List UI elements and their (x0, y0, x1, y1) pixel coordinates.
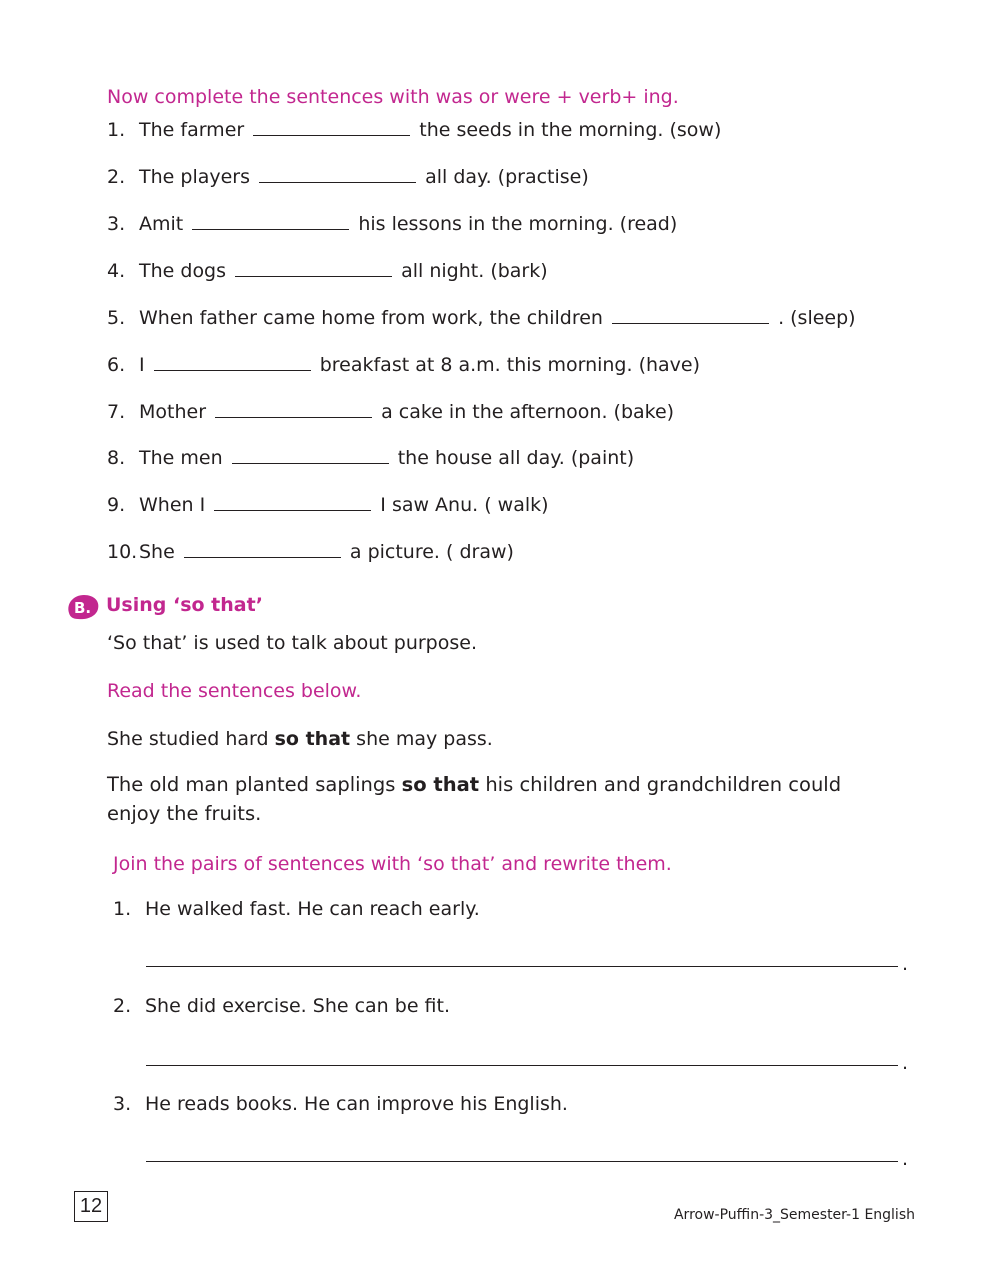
join-item-number: 3. (113, 1093, 132, 1115)
example-sentence-2 (107, 773, 841, 796)
fill-in-item (107, 401, 674, 423)
page-number: 12 (74, 1191, 108, 1222)
item-text-after: a picture. ( draw) (349, 541, 514, 563)
fill-in-item (107, 354, 700, 376)
item-text-before: I (139, 354, 145, 376)
example-sentence-2-cont: enjoy the fruits. (107, 802, 262, 825)
item-text-before: She (139, 541, 175, 563)
join-item-text: He reads books. He can improve his English. (145, 1093, 568, 1115)
answer-blank[interactable] (259, 167, 416, 183)
item-text-before: Mother (139, 401, 207, 423)
section-a-instruction: Now complete the sentences with was or were + verb+ ing. (107, 86, 679, 108)
section-b-badge-label: B. (74, 599, 92, 617)
item-number: 8. (107, 447, 126, 469)
item-number: 1. (107, 119, 126, 141)
item-text-before: When father came home from work, the children (139, 307, 603, 329)
section-b-heading: Using ‘so that’ (106, 594, 263, 616)
item-text-before: The players (139, 166, 251, 188)
item-text-after: the seeds in the morning. (sow) (419, 119, 722, 141)
join-instruction: Join the pairs of sentences with ‘so that’ and rewrite them. (113, 853, 672, 875)
item-number: 9. (107, 494, 126, 516)
item-number: 5. (107, 307, 126, 329)
section-b-intro: ‘So that’ is used to talk about purpose. (107, 632, 477, 654)
fill-in-item (107, 260, 548, 282)
answer-blank[interactable] (612, 308, 769, 324)
answer-period-3: . (902, 1148, 909, 1170)
answer-blank[interactable] (235, 261, 392, 277)
fill-in-item (107, 119, 721, 141)
join-item-number: 2. (113, 995, 132, 1017)
join-item-text: She did exercise. She can be fit. (145, 995, 451, 1017)
answer-line-3[interactable] (146, 1161, 898, 1162)
section-b-badge-icon (66, 593, 100, 621)
item-text-after: a cake in the afternoon. (bake) (381, 401, 675, 423)
join-item-text: He walked fast. He can reach early. (145, 898, 480, 920)
join-item-1 (113, 898, 480, 920)
item-text-before: The dogs (139, 260, 227, 282)
item-number: 3. (107, 213, 126, 235)
answer-blank[interactable] (253, 120, 410, 136)
answer-blank[interactable] (192, 214, 349, 230)
example-sentence-1 (107, 728, 493, 750)
item-text-after: all day. (practise) (425, 166, 589, 188)
example-2-keyword: so that (401, 773, 480, 796)
item-text-after: all night. (bark) (401, 260, 548, 282)
example-2-end: his children and grandchildren could (479, 773, 842, 796)
read-instruction: Read the sentences below. (107, 680, 362, 702)
answer-blank[interactable] (184, 542, 341, 558)
example-1-end: she may pass. (350, 728, 493, 750)
fill-in-item (107, 307, 856, 329)
item-text-before: Amit (139, 213, 184, 235)
item-number: 6. (107, 354, 126, 376)
item-text-after: the house all day. (paint) (397, 447, 635, 469)
item-text-after: breakfast at 8 a.m. this morning. (have) (319, 354, 701, 376)
item-number: 7. (107, 401, 126, 423)
answer-blank[interactable] (214, 495, 371, 511)
fill-in-item (107, 494, 549, 516)
fill-in-item (107, 447, 634, 469)
answer-line-1[interactable] (146, 966, 898, 967)
item-text-before: When I (139, 494, 206, 516)
item-text-after: his lessons in the morning. (read) (358, 213, 678, 235)
item-text-after: . (sleep) (778, 307, 856, 329)
book-title-footer: Arrow-Puffin-3_Semester-1 English (673, 1207, 915, 1223)
item-text-after: I saw Anu. ( walk) (380, 494, 549, 516)
fill-in-item (107, 541, 514, 563)
example-2-start: The old man planted saplings (107, 773, 402, 796)
example-1-start: She studied hard (107, 728, 275, 750)
join-item-3 (113, 1093, 568, 1115)
answer-blank[interactable] (232, 448, 389, 464)
fill-in-item (107, 213, 677, 235)
join-item-number: 1. (113, 898, 132, 920)
item-number: 2. (107, 166, 126, 188)
fill-in-item (107, 166, 589, 188)
answer-period-1: . (902, 953, 909, 975)
example-1-keyword: so that (274, 728, 351, 750)
item-number: 4. (107, 260, 126, 282)
item-text-before: The men (139, 447, 223, 469)
answer-blank[interactable] (154, 355, 311, 371)
answer-blank[interactable] (215, 402, 372, 418)
answer-line-2[interactable] (146, 1065, 898, 1066)
item-text-before: The farmer (139, 119, 245, 141)
join-item-2 (113, 995, 450, 1017)
item-number: 10. (107, 541, 138, 563)
answer-period-2: . (902, 1052, 909, 1074)
